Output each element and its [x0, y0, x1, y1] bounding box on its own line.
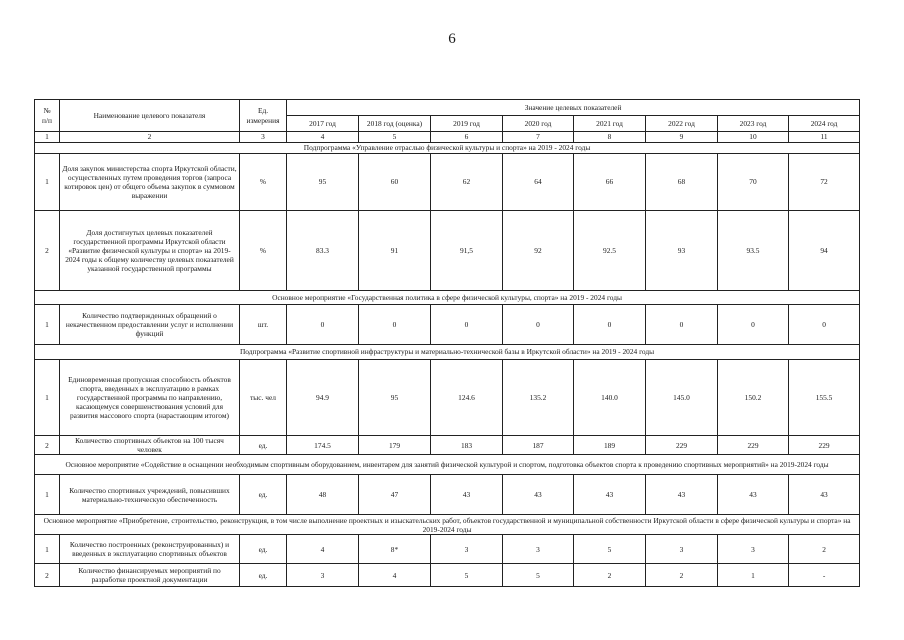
indicator-unit: шт. — [240, 305, 287, 345]
indicator-value: 3 — [718, 535, 789, 564]
indicator-unit: тыс. чел — [240, 360, 287, 436]
row-number: 1 — [35, 154, 60, 211]
column-number-6: 6 — [431, 132, 503, 143]
indicator-value: 0 — [718, 305, 789, 345]
indicator-name: Единовременная пропускная способность объектов спорта, введенных в эксплуатацию в рамках государственной программы по направлению, касающемуся совершенствования условий для развития массового спорта (нарастающим итогом) — [60, 360, 240, 436]
indicator-value: 124.6 — [431, 360, 503, 436]
indicator-value: 43 — [646, 475, 718, 515]
header-year-0: 2017 год — [287, 116, 359, 132]
header-year-1: 2018 год (оценка) — [359, 116, 431, 132]
column-number-10: 10 — [718, 132, 789, 143]
indicator-name: Доля закупок министерства спорта Иркутской области, осуществленных путем проведения торгов (запроса котировок цен) от общего объема закупок в суммовом выражении — [60, 154, 240, 211]
indicator-value: 43 — [431, 475, 503, 515]
column-numbers-row — [35, 132, 860, 143]
indicator-value: 3 — [431, 535, 503, 564]
indicator-value: 5 — [431, 564, 503, 587]
header-year-2: 2019 год — [431, 116, 503, 132]
indicator-name: Количество спортивных учреждений, повысивших материально-техническую обеспеченность — [60, 475, 240, 515]
indicator-value: 4 — [287, 535, 359, 564]
section-title: Подпрограмма «Развитие спортивной инфраструктуры и материально-технической базы в Иркутской области» на 2019 - 2024 годы — [35, 345, 860, 360]
indicator-value: 95 — [287, 154, 359, 211]
section-title: Основное мероприятие «Содействие в оснащении необходимым спортивным оборудованием, инвентарем для занятий физической культурой и спортом, подготовка объектов спорта к проведению спортивных мероприятий» на 2019-2024 годы — [35, 455, 860, 475]
indicator-value: 8* — [359, 535, 431, 564]
indicator-unit: % — [240, 211, 287, 291]
indicator-value: 60 — [359, 154, 431, 211]
column-number-8: 8 — [574, 132, 646, 143]
indicator-value: 5 — [503, 564, 574, 587]
indicator-value: 229 — [789, 436, 860, 455]
indicator-value: 187 — [503, 436, 574, 455]
header-year-3: 2020 год — [503, 116, 574, 132]
indicator-value: 135.2 — [503, 360, 574, 436]
indicator-value: 94.9 — [287, 360, 359, 436]
indicator-value: 95 — [359, 360, 431, 436]
indicator-value: 93 — [646, 211, 718, 291]
row-number: 1 — [35, 475, 60, 515]
table-row — [35, 305, 860, 345]
table-row — [35, 211, 860, 291]
indicator-value: 229 — [718, 436, 789, 455]
indicator-name: Количество спортивных объектов на 100 тысяч человек — [60, 436, 240, 455]
indicator-value: 189 — [574, 436, 646, 455]
indicator-value: 62 — [431, 154, 503, 211]
column-number-9: 9 — [646, 132, 718, 143]
indicator-value: 2 — [646, 564, 718, 587]
section-row — [35, 143, 860, 154]
indicator-value: 94 — [789, 211, 860, 291]
indicator-value: 43 — [574, 475, 646, 515]
indicator-value: 5 — [574, 535, 646, 564]
indicator-value: 70 — [718, 154, 789, 211]
indicator-value: 0 — [359, 305, 431, 345]
indicator-value: - — [789, 564, 860, 587]
row-number: 2 — [35, 564, 60, 587]
header-year-6: 2023 год — [718, 116, 789, 132]
indicator-value: 145.0 — [646, 360, 718, 436]
indicator-value: 43 — [789, 475, 860, 515]
target-indicators-table — [34, 99, 860, 587]
header-year-4: 2021 год — [574, 116, 646, 132]
indicator-value: 83.3 — [287, 211, 359, 291]
indicator-value: 3 — [646, 535, 718, 564]
indicator-value: 150.2 — [718, 360, 789, 436]
indicator-value: 183 — [431, 436, 503, 455]
indicator-value: 91,5 — [431, 211, 503, 291]
indicator-value: 47 — [359, 475, 431, 515]
row-number: 1 — [35, 360, 60, 436]
header-values-group: Значение целевых показателей — [287, 100, 860, 116]
column-number-7: 7 — [503, 132, 574, 143]
row-number: 1 — [35, 535, 60, 564]
indicator-value: 0 — [789, 305, 860, 345]
row-number: 2 — [35, 211, 60, 291]
indicator-value: 155.5 — [789, 360, 860, 436]
indicator-value: 2 — [789, 535, 860, 564]
header-num: № п/п — [35, 100, 60, 132]
header-year-7: 2024 год — [789, 116, 860, 132]
indicator-name: Количество финансируемых мероприятий по разработке проектной документации — [60, 564, 240, 587]
section-title: Основное мероприятие «Государственная политика в сфере физической культуры, спорта» на 2019 - 2024 годы — [35, 291, 860, 305]
header-unit: Ед. измерения — [240, 100, 287, 132]
indicator-value: 174.5 — [287, 436, 359, 455]
indicator-value: 92.5 — [574, 211, 646, 291]
indicator-value: 93.5 — [718, 211, 789, 291]
column-number-3: 3 — [240, 132, 287, 143]
table-row — [35, 436, 860, 455]
section-title: Основное мероприятие «Приобретение, строительство, реконструкция, в том числе выполнение проектных и изыскательских работ, объектов государственной и муниципальной собственности Иркутской области в сфере физической культуры и спорта» на 2019-2024 годы — [35, 515, 860, 535]
indicator-value: 0 — [646, 305, 718, 345]
indicator-unit: ед. — [240, 564, 287, 587]
indicator-value: 1 — [718, 564, 789, 587]
indicator-value: 140.0 — [574, 360, 646, 436]
table-row — [35, 360, 860, 436]
section-row — [35, 515, 860, 535]
table-row — [35, 535, 860, 564]
indicator-unit: ед. — [240, 475, 287, 515]
column-number-2: 2 — [60, 132, 240, 143]
indicator-value: 48 — [287, 475, 359, 515]
indicator-unit: ед. — [240, 535, 287, 564]
section-row — [35, 291, 860, 305]
indicator-value: 92 — [503, 211, 574, 291]
indicator-value: 43 — [718, 475, 789, 515]
header-row-1 — [35, 100, 860, 116]
table-row — [35, 564, 860, 587]
indicator-value: 64 — [503, 154, 574, 211]
indicator-value: 43 — [503, 475, 574, 515]
indicator-value: 68 — [646, 154, 718, 211]
indicator-name: Доля достигнутых целевых показателей государственной программы Иркутской области «Развитие физической культуры и спорта» на 2019-2024 годы к общему количеству целевых показателей указанной государственной программы — [60, 211, 240, 291]
section-title: Подпрограмма «Управление отраслью физической культуры и спорта» на 2019 - 2024 годы — [35, 143, 860, 154]
indicator-name: Количество построенных (реконструированных) и введенных в эксплуатацию спортивных объектов — [60, 535, 240, 564]
column-number-4: 4 — [287, 132, 359, 143]
row-number: 2 — [35, 436, 60, 455]
indicator-value: 0 — [287, 305, 359, 345]
indicator-value: 66 — [574, 154, 646, 211]
column-number-5: 5 — [359, 132, 431, 143]
header-year-5: 2022 год — [646, 116, 718, 132]
indicator-name: Количество подтвержденных обращений о некачественном предоставлении услуг и исполнении функций — [60, 305, 240, 345]
indicator-unit: ед. — [240, 436, 287, 455]
indicator-unit: % — [240, 154, 287, 211]
indicator-value: 2 — [574, 564, 646, 587]
indicator-value: 72 — [789, 154, 860, 211]
table-row — [35, 154, 860, 211]
indicator-value: 4 — [359, 564, 431, 587]
section-row — [35, 455, 860, 475]
indicator-value: 179 — [359, 436, 431, 455]
table-row — [35, 475, 860, 515]
indicator-value: 3 — [503, 535, 574, 564]
indicator-value: 0 — [574, 305, 646, 345]
indicator-value: 0 — [503, 305, 574, 345]
indicator-value: 0 — [431, 305, 503, 345]
section-row — [35, 345, 860, 360]
header-name: Наименование целевого показателя — [60, 100, 240, 132]
indicator-value: 3 — [287, 564, 359, 587]
column-number-1: 1 — [35, 132, 60, 143]
page-number: 6 — [448, 31, 456, 47]
column-number-11: 11 — [789, 132, 860, 143]
indicator-value: 229 — [646, 436, 718, 455]
row-number: 1 — [35, 305, 60, 345]
indicator-value: 91 — [359, 211, 431, 291]
